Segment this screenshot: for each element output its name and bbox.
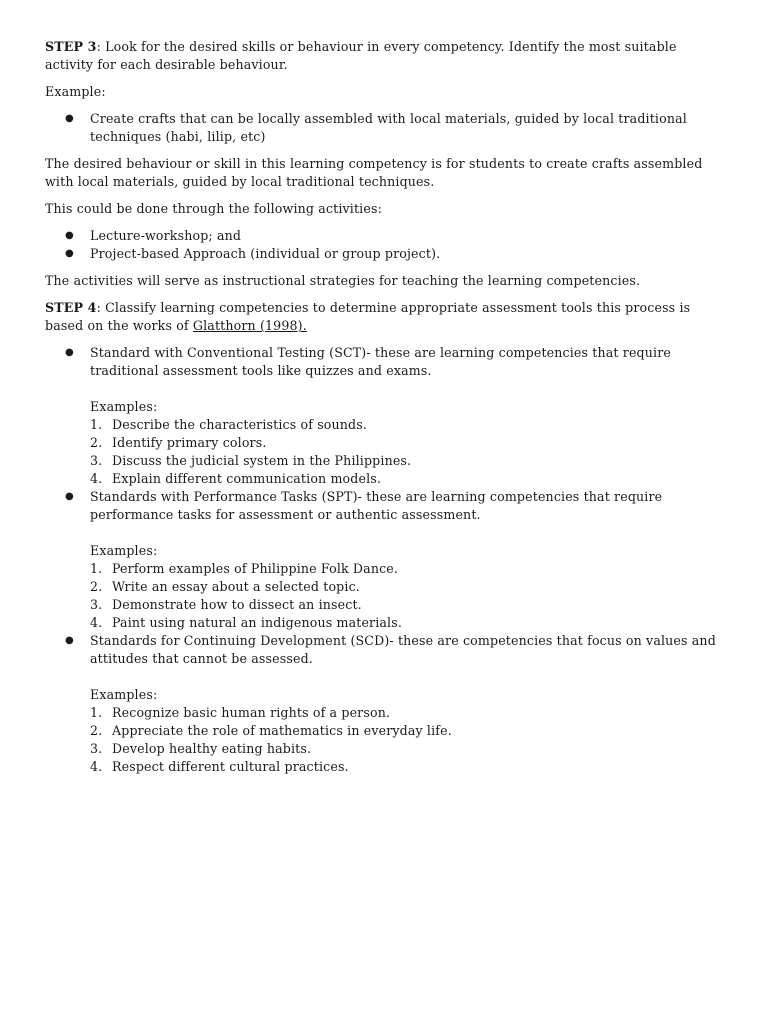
competency-categories — [45, 344, 725, 776]
example-text: Discuss the judicial system in the Philippines. — [112, 453, 412, 468]
step3-text: : Look for the desired skills or behaviour in every competency. Identify the most suitable activity for each desirable behaviour. — [45, 39, 677, 72]
category-sct — [45, 344, 725, 488]
example-text: Perform examples of Philippine Folk Dance. — [112, 561, 399, 576]
category-spt — [45, 488, 725, 632]
category-description: Standards with Performance Tasks (SPT)- these are learning competencies that require performance tasks for assessment or authentic assessment. — [90, 489, 663, 522]
examples-list — [90, 416, 725, 488]
category-scd — [45, 632, 725, 776]
example-text: Explain different communication models. — [112, 471, 382, 486]
example-item — [90, 704, 725, 722]
example-text: Appreciate the role of mathematics in everyday life. — [112, 723, 452, 738]
category-description: Standard with Conventional Testing (SCT)- these are learning competencies that require traditional assessment tools like quizzes and exams. — [90, 345, 671, 378]
examples-label: Examples: — [90, 543, 158, 558]
example-bullet-list — [45, 110, 725, 146]
example-item — [90, 614, 725, 632]
bullet-icon: ● — [65, 491, 74, 502]
category-description: Standards for Continuing Development (SCD)- these are competencies that focus on values and attitudes that cannot be assessed. — [90, 633, 716, 666]
examples-label: Examples: — [90, 399, 158, 414]
bullet-icon: ● — [65, 635, 74, 646]
example-text: Recognize basic human rights of a person. — [112, 705, 391, 720]
example-item — [90, 470, 725, 488]
example-number: 3. — [90, 741, 103, 756]
bullet-icon: ● — [65, 347, 74, 358]
example-number: 4. — [90, 759, 103, 774]
activities-outro: The activities will serve as instructional strategies for teaching the learning competencies. — [45, 273, 641, 288]
step3-paragraph — [45, 38, 725, 74]
activities-intro: This could be done through the following activities: — [45, 201, 382, 216]
step3-label: STEP 3 — [45, 39, 97, 54]
example-item — [90, 722, 725, 740]
example-text: Demonstrate how to dissect an insect. — [112, 597, 362, 612]
bullet-icon: ● — [65, 113, 74, 124]
example-number: 3. — [90, 597, 103, 612]
activity-item — [45, 245, 725, 263]
glatthorn-reference-link[interactable]: Glatthorn (1998). — [192, 318, 307, 333]
examples-list — [90, 704, 725, 776]
example-item — [90, 740, 725, 758]
activity-item — [45, 227, 725, 245]
example-number: 1. — [90, 417, 103, 432]
bullet-icon: ● — [65, 230, 74, 241]
document-page — [45, 38, 725, 785]
example-number: 4. — [90, 615, 103, 630]
example-item — [90, 452, 725, 470]
step4-paragraph — [45, 299, 725, 335]
example-text: Write an essay about a selected topic. — [112, 579, 360, 594]
example-item — [90, 578, 725, 596]
bullet-icon: ● — [65, 248, 74, 259]
desired-behaviour-paragraph: The desired behaviour or skill in this learning competency is for students to create crafts assembled with local materials, guided by local traditional techniques. — [45, 156, 703, 189]
example-text: Respect different cultural practices. — [112, 759, 349, 774]
example-text: Paint using natural an indigenous materials. — [112, 615, 402, 630]
example-label: Example: — [45, 84, 106, 99]
activity-text: Project-based Approach (individual or group project). — [90, 246, 441, 261]
examples-label: Examples: — [90, 687, 158, 702]
example-text: Describe the characteristics of sounds. — [112, 417, 368, 432]
activity-text: Lecture-workshop; and — [90, 228, 242, 243]
example-number: 2. — [90, 723, 103, 738]
example-number: 1. — [90, 561, 103, 576]
activities-list — [45, 227, 725, 263]
example-text: Identify primary colors. — [112, 435, 267, 450]
examples-list — [90, 560, 725, 632]
example-item — [90, 560, 725, 578]
example-item — [90, 758, 725, 776]
example-bullet-text: Create crafts that can be locally assembled with local materials, guided by local traditional techniques (habi, lilip, etc) — [90, 111, 687, 144]
step4-label: STEP 4 — [45, 300, 97, 315]
example-number: 4. — [90, 471, 103, 486]
example-text: Develop healthy eating habits. — [112, 741, 312, 756]
example-item — [90, 434, 725, 452]
example-bullet-item — [45, 110, 725, 146]
example-number: 2. — [90, 435, 103, 450]
step4-text: : Classify learning competencies to determine appropriate assessment tools this process is based on the works of — [45, 300, 691, 333]
example-number: 3. — [90, 453, 103, 468]
example-number: 1. — [90, 705, 103, 720]
example-number: 2. — [90, 579, 103, 594]
example-item — [90, 596, 725, 614]
example-item — [90, 416, 725, 434]
